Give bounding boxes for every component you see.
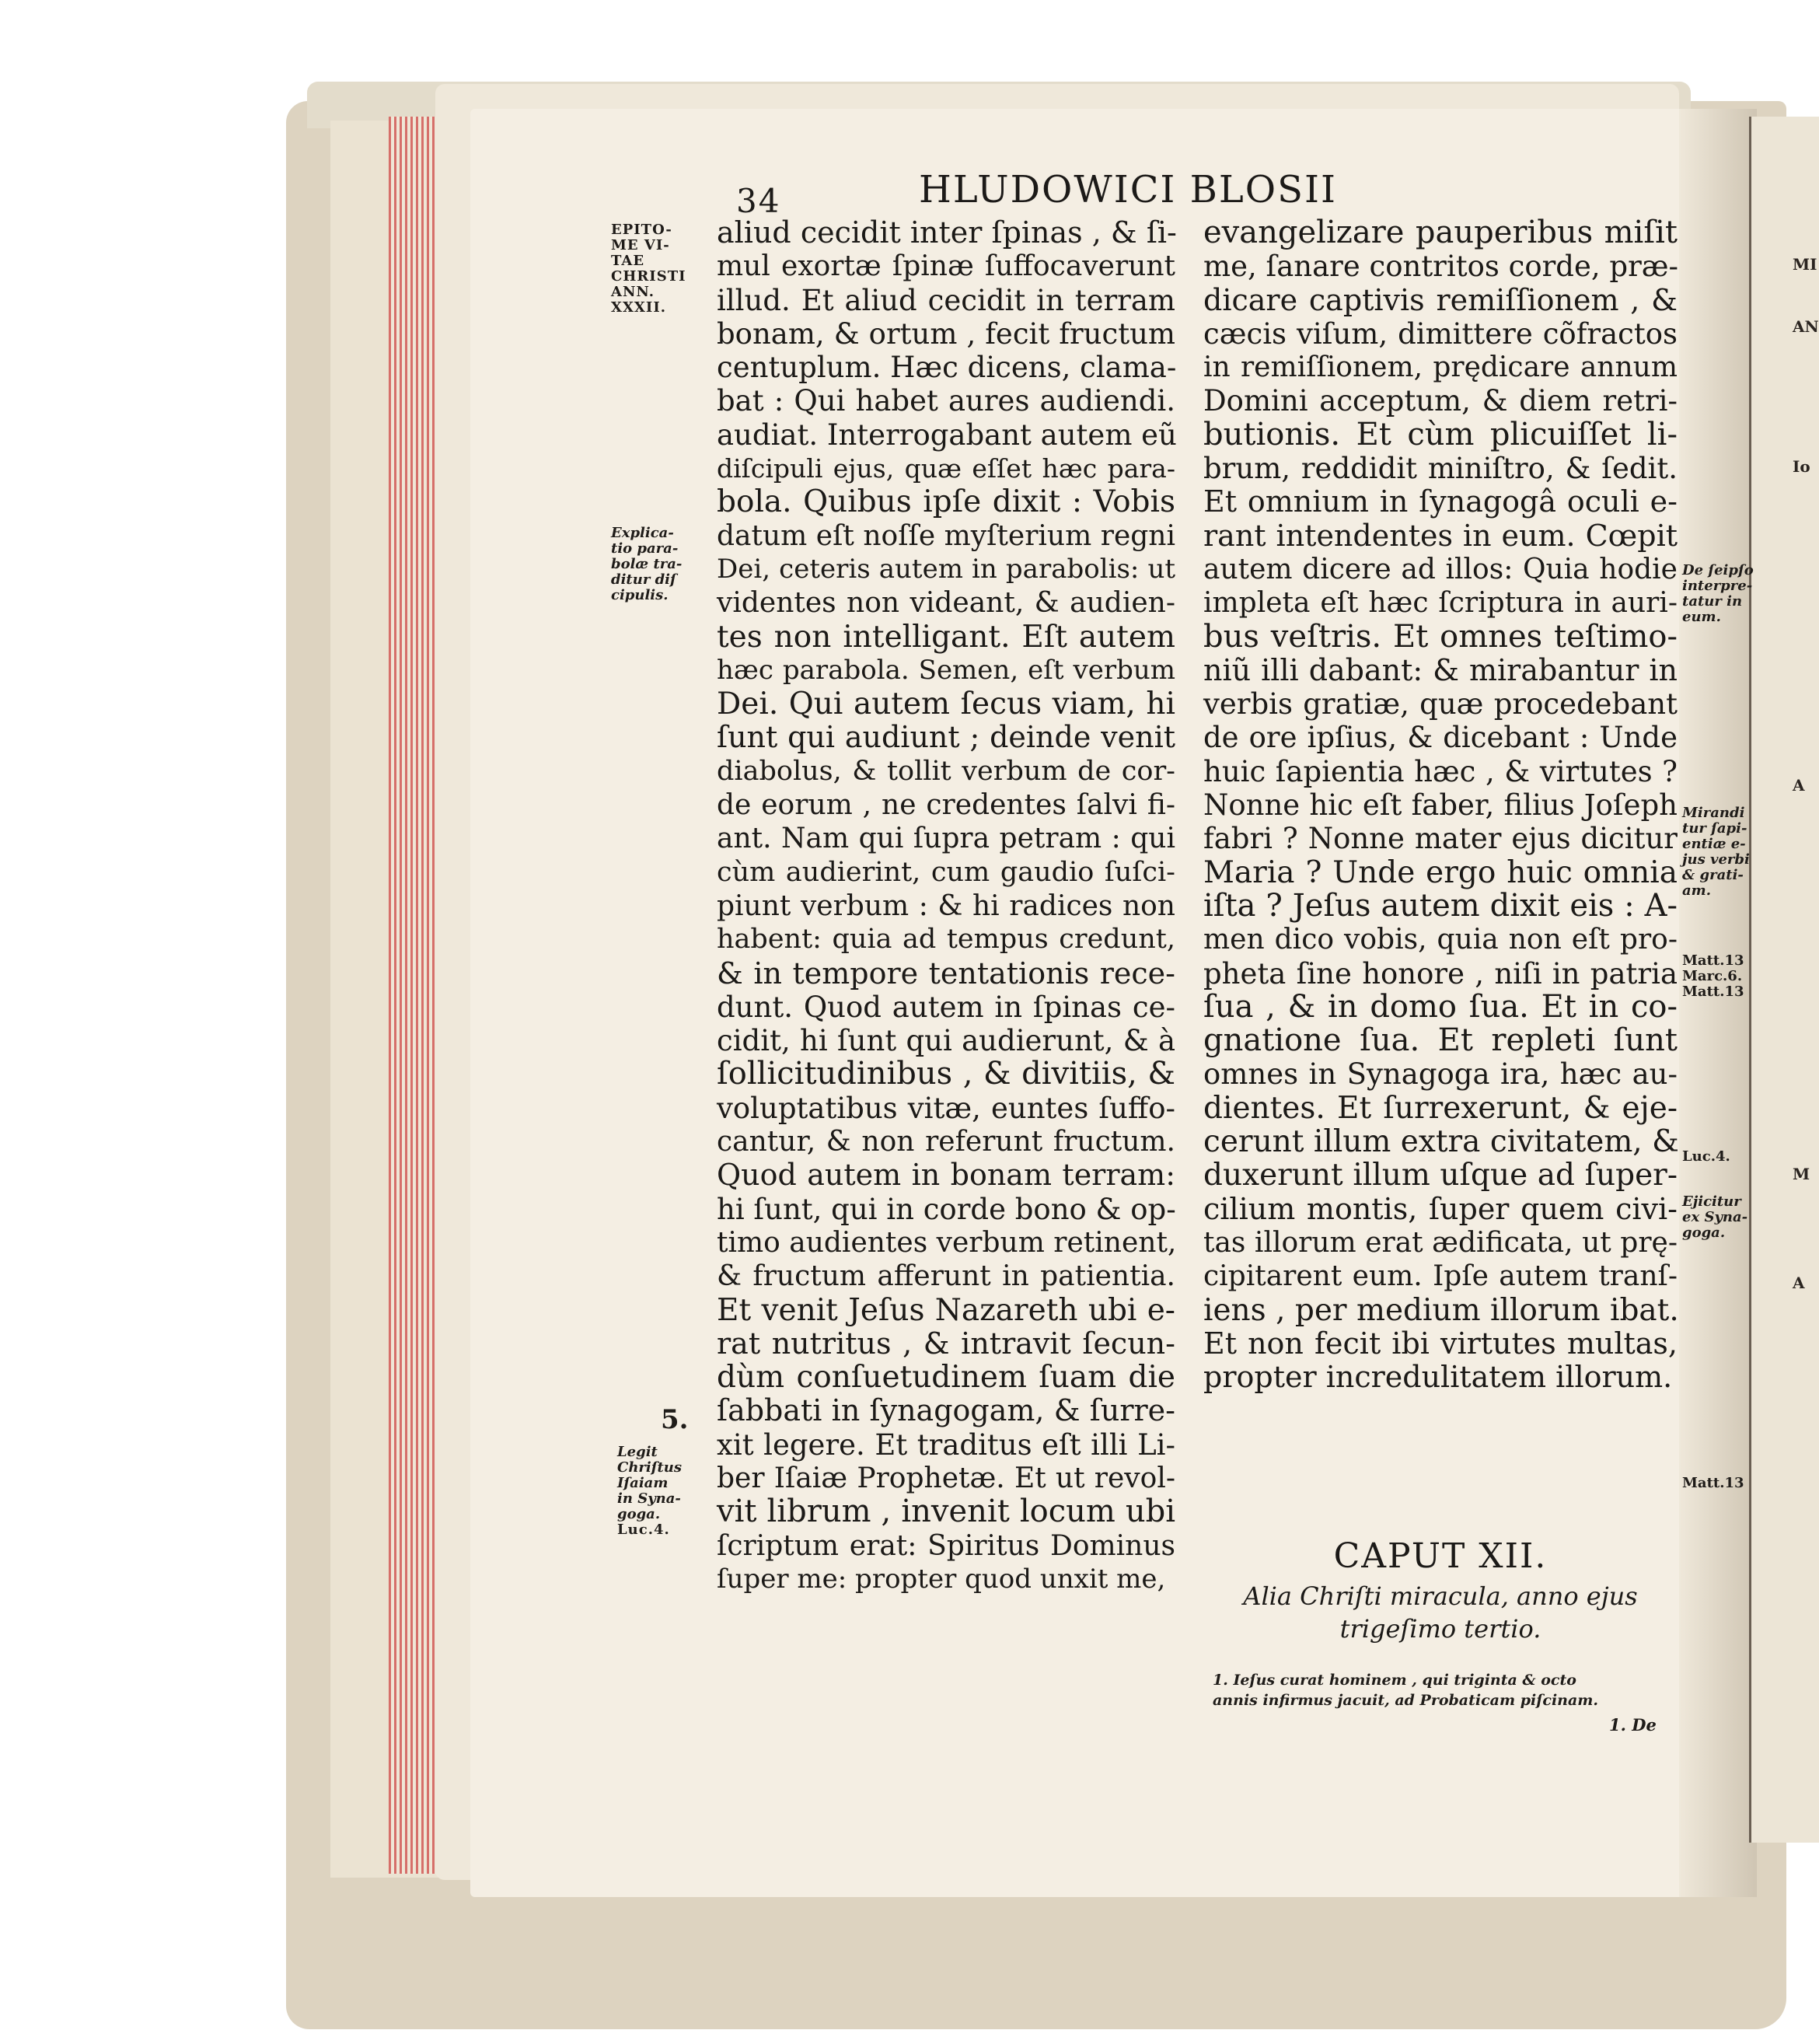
text-line: dunt. Quod autem in ſpinas ce-	[717, 990, 1175, 1024]
text-line: tas illorum erat ædificata, ut prę-	[1203, 1226, 1678, 1259]
text-line: vit librum , invenit locum ubi	[717, 1494, 1175, 1530]
text-line: xit legere. Et traditus eſt illi Li-	[717, 1427, 1175, 1462]
margin-note-luc: Luc.4.	[1682, 1148, 1730, 1165]
text-line: illud. Et aliud cecidit in terram	[717, 283, 1175, 317]
text-line: diabolus, & tollit verbum de cor-	[717, 755, 1175, 787]
text-line: omnes in Synagoga ira, hæc au-	[1203, 1057, 1678, 1092]
text-line: cidit, hi ſunt qui audierunt, & à	[717, 1024, 1175, 1058]
text-line: pheta ſine honore , niſi in patria	[1203, 956, 1678, 991]
margin-note-matt: Matt.13	[1682, 1475, 1744, 1491]
text-line: dùm conſuetudinem ſuam die	[717, 1360, 1175, 1396]
text-line: dientes. Et ſurrexerunt, & eje-	[1203, 1090, 1678, 1126]
facing-page-edge	[1749, 117, 1819, 1843]
text-line: dicare captivis remiſſionem , &	[1203, 282, 1678, 317]
text-line: me, ſanare contritos corde, præ-	[1203, 250, 1679, 284]
facing-page-fragment: M	[1793, 1165, 1810, 1183]
text-line: cipitarent eum. Ipſe autem tranſ-	[1203, 1260, 1678, 1293]
text-line: Et non fecit ibi virtutes multas,	[1203, 1326, 1678, 1361]
text-line: niũ illi dabant: & mirabantur in	[1203, 652, 1678, 687]
facing-page-fragment: Io	[1793, 457, 1810, 476]
text-line: rant intendentes in eum. Cœpit	[1203, 518, 1678, 553]
margin-note-de-seipso: De ſeipſo interpre- tatur in eum.	[1682, 562, 1754, 625]
text-line: evangelizare pauperibus miſit	[1203, 215, 1678, 250]
text-line: hi ſunt, qui in corde bono & op-	[717, 1192, 1176, 1226]
text-line: audiat. Interrogabant autem eũ	[717, 418, 1177, 452]
text-line: Maria ? Unde ergo huic omnia	[1203, 854, 1678, 890]
text-line: ſabbati in ſynagogam, & ſurre-	[717, 1393, 1175, 1428]
margin-note-legit: Legit Chriſtus Iſaiam in Syna- goga. Luc.4.	[617, 1444, 683, 1538]
text-line: ant. Nam qui ſupra petram : qui	[717, 823, 1175, 855]
facing-page-fragment: A	[1793, 1274, 1805, 1292]
text-line: videntes non videant, & audien-	[717, 587, 1175, 620]
chapter-summary: 1. Ieſus curat hominem , qui triginta & octo annis infirmus jacuit, ad Probaticam piſcinam.	[1213, 1672, 1599, 1709]
page-number: 34	[736, 182, 781, 220]
text-line: de ore ipſius, & dicebant : Unde	[1203, 721, 1678, 755]
left-text-column	[717, 216, 1175, 1596]
margin-note-references: Matt.13 Marc.6. Matt.13	[1682, 952, 1744, 1000]
text-line: & fructum afferunt in patientia.	[717, 1260, 1175, 1293]
text-line: mul exortæ ſpinæ ſuffocaverunt	[717, 250, 1175, 283]
text-line: habent: quia ad tempus credunt,	[717, 924, 1175, 956]
text-line: iens , per medium illorum ibat.	[1203, 1292, 1679, 1328]
text-line: butionis. Et cùm plicuiſſet li-	[1203, 416, 1678, 452]
text-line: rat nutritus , & intravit ſecun-	[717, 1326, 1175, 1361]
text-line: tes non intelligant. Eſt autem	[717, 619, 1175, 655]
text-line: ſcriptum erat: Spiritus Dominus	[717, 1529, 1175, 1562]
text-line: cùm audierint, cum gaudio ſuſci-	[717, 856, 1175, 888]
text-line: Dei. Qui autem ſecus viam, hi	[717, 687, 1175, 722]
margin-note-ejicitur: Ejicitur ex Syna- goga.	[1682, 1193, 1748, 1241]
text-line: voluptatibus vitæ, euntes ſuffo-	[717, 1091, 1175, 1125]
text-line: centuplum. Hæc dicens, clama-	[717, 351, 1177, 385]
text-line: Et omnium in ſynagogâ oculi e-	[1203, 484, 1678, 519]
gutter-shadow	[1679, 109, 1757, 1897]
right-text-column	[1203, 216, 1678, 1394]
text-line: autem dicere ad illos: Quia hodie	[1203, 553, 1678, 585]
section-number: 5.	[661, 1404, 689, 1435]
text-line: cæcis viſum, dimittere cõfractos	[1203, 316, 1678, 351]
text-line: verbis gratiæ, quæ procedebant	[1203, 687, 1678, 722]
text-line: impleta eſt hæc ſcriptura in auri-	[1203, 587, 1678, 620]
text-line: diſcipuli ejus, quæ eſſet hæc para-	[717, 453, 1175, 484]
text-line: cantur, & non referunt fructum.	[717, 1126, 1175, 1158]
text-line: aliud cecidit inter ſpinas , & ſi-	[717, 215, 1177, 250]
text-line: Et venit Jeſus Nazareth ubi e-	[717, 1292, 1175, 1328]
chapter-subtitle: Alia Chriſti miracula, anno ejus trigeſimo tertio.	[1243, 1581, 1638, 1644]
catchword: 1. De	[1609, 1715, 1657, 1735]
text-line: Nonne hic eſt faber, filius Joſeph	[1203, 788, 1678, 823]
text-line: Dei, ceteris autem in parabolis: ut	[717, 553, 1175, 585]
text-line: ſuper me: propter quod unxit me,	[717, 1563, 1166, 1595]
text-line: piunt verbum : & hi radices non	[717, 889, 1175, 922]
margin-note-explicatio: Explica- tio para- bolæ tra- ditur diſ cipulis.	[611, 525, 683, 603]
text-line: brum, reddidit miniſtro, & ſedit.	[1203, 452, 1678, 486]
text-line: cilium montis, ſuper quem civi-	[1203, 1191, 1678, 1226]
text-line: cerunt illum extra civitatem, &	[1203, 1124, 1679, 1160]
text-line: Quod autem in bonam terram:	[717, 1158, 1175, 1193]
text-line: huic ſapientia hæc , & virtutes ?	[1203, 754, 1678, 788]
text-line: fabri ? Nonne mater ejus dicitur	[1203, 822, 1678, 856]
text-line: hæc parabola. Semen, eſt verbum	[717, 654, 1175, 686]
text-line: bola. Quibus ipſe dixit : Vobis	[717, 484, 1175, 520]
running-head: HLUDOWICI BLOSII	[919, 168, 1337, 211]
text-line: ſollicitudinibus , & divitiis, &	[717, 1056, 1175, 1092]
chapter-title: CAPUT XII.	[1333, 1536, 1548, 1576]
text-line: ſunt qui audiunt ; deinde venit	[717, 720, 1175, 755]
text-line: ber Iſaiæ Prophetæ. Et ut revol-	[717, 1462, 1175, 1494]
text-line: Domini acceptum, & diem retri-	[1203, 384, 1678, 418]
text-line: iſta ? Jeſus autem dixit eis : A-	[1203, 887, 1678, 924]
text-line: & in tempore tentationis rece-	[717, 956, 1175, 991]
text-line: bus veſtris. Et omnes teſtimo-	[1203, 618, 1678, 655]
text-line: bat : Qui habet aures audiendi.	[717, 384, 1175, 418]
text-line: timo audientes verbum retinent,	[717, 1226, 1177, 1259]
text-line: men dico vobis, quia non eſt pro-	[1203, 924, 1678, 956]
facing-page-fragment: A	[1793, 776, 1805, 795]
facing-page-fragment: AN	[1793, 317, 1819, 336]
text-line: in remiſſionem, prędicare annum	[1203, 351, 1678, 384]
text-line: bonam, & ortum , fecit fructum	[717, 316, 1175, 351]
margin-note-epitome: EPITO- ME VI- TAE CHRISTI ANN. XXXII.	[611, 222, 686, 316]
text-line: datum eſt noſſe myſterium regni	[717, 519, 1175, 552]
facing-page-fragment: MI	[1793, 255, 1817, 274]
text-line: duxerunt illum uſque ad ſuper-	[1203, 1158, 1678, 1193]
text-line: gnatione ſua. Et repleti ſunt	[1203, 1022, 1678, 1059]
text-line: de eorum , ne credentes ſalvi fi-	[717, 789, 1175, 822]
margin-note-mirantur: Mirandi tur ſapi- entiæ e- jus verbi & grati- am.	[1682, 805, 1750, 899]
text-line: propter incredulitatem illorum.	[1203, 1360, 1673, 1395]
text-line: ſua , & in domo ſua. Et in co-	[1203, 988, 1678, 1025]
